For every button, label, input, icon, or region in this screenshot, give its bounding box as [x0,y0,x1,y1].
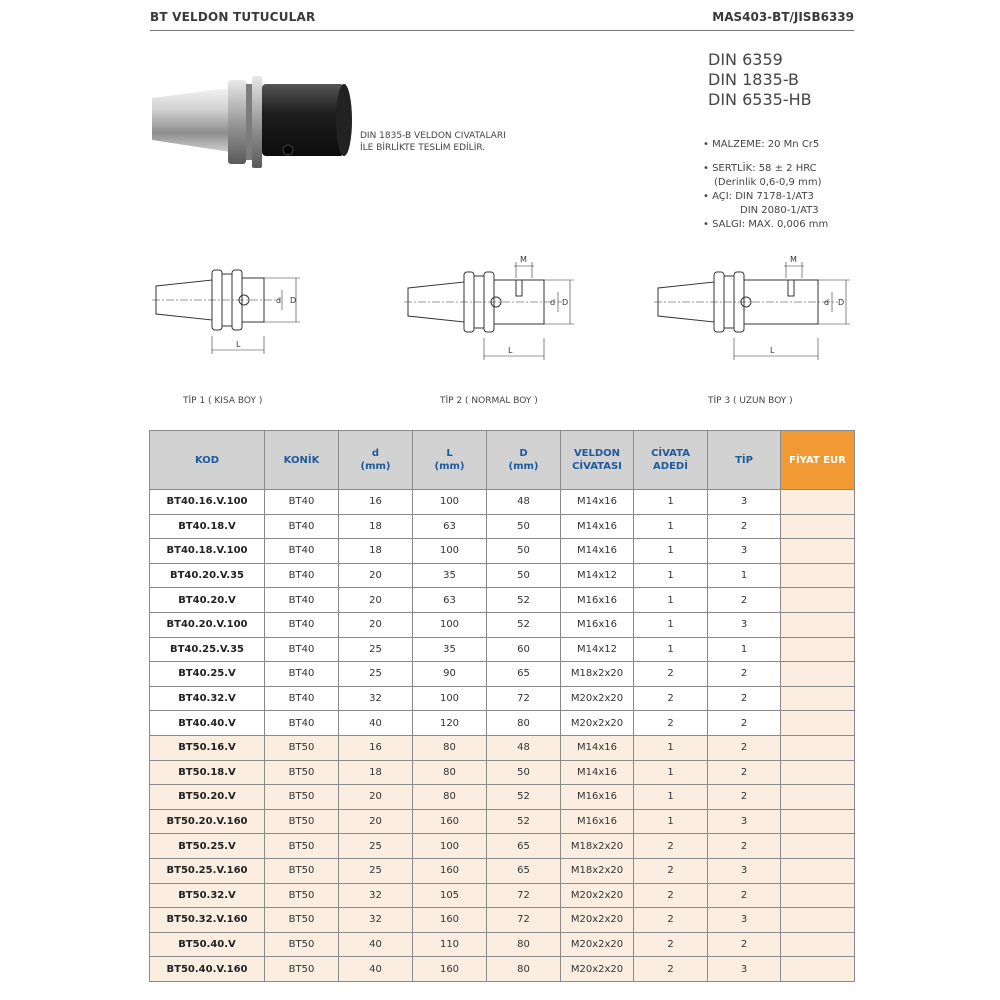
cell-kod: BT40.32.V [150,686,265,711]
cell-D: 65 [487,834,561,859]
cell-d: 20 [339,809,413,834]
cell-D: 52 [487,588,561,613]
cell-price [781,785,855,810]
table-row [150,785,855,810]
din-standards [708,50,812,110]
cell-kod: BT40.18.V.100 [150,539,265,564]
cell-D: 52 [487,785,561,810]
header-divider [150,30,854,31]
cell-konik: BT50 [265,908,339,933]
cell-konik: BT50 [265,834,339,859]
cell-tip: 2 [708,514,781,539]
cell-d: 18 [339,539,413,564]
cell-price [781,883,855,908]
dim-D-label: D [838,298,845,307]
cell-D: 65 [487,858,561,883]
cell-L: 100 [413,490,487,515]
cell-adet: 1 [634,637,708,662]
cell-konik: BT50 [265,957,339,982]
cell-tip: 2 [708,588,781,613]
spec-runout: • SALGI: MAX. 0,006 mm [703,219,829,230]
cell-veldon: M16x16 [561,588,634,613]
cell-kod: BT40.20.V [150,588,265,613]
delivery-note-line2: İLE BİRLİKTE TESLİM EDİLİR. [360,143,486,153]
cell-price [781,612,855,637]
spec-material: • MALZEME: 20 Mn Cr5 [703,139,820,150]
cell-adet: 1 [634,612,708,637]
cell-L: 80 [413,735,487,760]
cell-price [781,514,855,539]
cell-adet: 1 [634,735,708,760]
cell-d: 16 [339,490,413,515]
table-header-row [150,431,855,490]
tip1-label: TİP 1 ( KISA BOY ) [183,396,263,406]
col-kod: KOD [150,431,265,490]
cell-D: 65 [487,662,561,687]
table-row [150,809,855,834]
cell-d: 32 [339,686,413,711]
cell-kod: BT50.32.V.160 [150,908,265,933]
dim-L-label: L [508,346,513,355]
din-standard: DIN 6535-HB [708,90,812,109]
cell-L: 100 [413,834,487,859]
col-civata: CİVATA ADEDİ [634,431,708,490]
dim-d-label: d [550,298,556,307]
cell-tip: 2 [708,662,781,687]
cell-d: 40 [339,711,413,736]
drawing-tip3 [652,252,858,364]
cell-veldon: M14x12 [561,637,634,662]
cell-adet: 1 [634,490,708,515]
col-L: L (mm) [413,431,487,490]
cell-kod: BT40.18.V [150,514,265,539]
cell-D: 50 [487,760,561,785]
cell-price [781,735,855,760]
table-row [150,588,855,613]
table-row [150,908,855,933]
cell-D: 50 [487,539,561,564]
cell-tip: 2 [708,686,781,711]
product-table [149,430,855,982]
cell-kod: BT50.25.V [150,834,265,859]
cell-kod: BT50.18.V [150,760,265,785]
cell-D: 72 [487,883,561,908]
cell-konik: BT40 [265,490,339,515]
cell-konik: BT40 [265,539,339,564]
cell-L: 160 [413,908,487,933]
cell-L: 90 [413,662,487,687]
cell-konik: BT50 [265,883,339,908]
cell-d: 20 [339,563,413,588]
tip3-label: TİP 3 ( UZUN BOY ) [708,396,793,406]
din-standard: DIN 1835-B [708,70,799,89]
cell-L: 160 [413,809,487,834]
cell-veldon: M14x16 [561,735,634,760]
cell-adet: 2 [634,858,708,883]
tip2-label: TİP 2 ( NORMAL BOY ) [440,396,538,406]
cell-d: 18 [339,760,413,785]
table-row [150,514,855,539]
cell-kod: BT50.20.V.160 [150,809,265,834]
cell-adet: 1 [634,760,708,785]
cell-d: 25 [339,662,413,687]
cell-price [781,908,855,933]
cell-adet: 1 [634,588,708,613]
cell-kod: BT40.20.V.100 [150,612,265,637]
cell-d: 20 [339,785,413,810]
spec-depth: (Derinlik 0,6-0,9 mm) [714,177,822,188]
cell-konik: BT50 [265,735,339,760]
cell-d: 20 [339,588,413,613]
cell-kod: BT50.20.V [150,785,265,810]
cell-veldon: M18x2x20 [561,858,634,883]
dim-M-label: M [790,255,797,264]
cell-kod: BT40.16.V.100 [150,490,265,515]
table-row [150,957,855,982]
cell-d: 25 [339,834,413,859]
cell-d: 25 [339,637,413,662]
dim-d-label: d [824,298,830,307]
cell-tip: 3 [708,858,781,883]
din-standard: DIN 6359 [708,50,783,69]
cell-tip: 3 [708,908,781,933]
cell-D: 80 [487,711,561,736]
cell-veldon: M20x2x20 [561,711,634,736]
cell-adet: 2 [634,932,708,957]
table-row [150,612,855,637]
col-veldon: VELDON CİVATASI [561,431,634,490]
cell-d: 40 [339,932,413,957]
cell-adet: 2 [634,711,708,736]
cell-L: 160 [413,858,487,883]
cell-tip: 2 [708,785,781,810]
cell-kod: BT50.25.V.160 [150,858,265,883]
dim-D-label: D [562,298,569,307]
dim-L-label: L [236,340,241,349]
table-row [150,637,855,662]
cell-price [781,834,855,859]
cell-veldon: M16x16 [561,612,634,637]
cell-L: 100 [413,612,487,637]
cell-adet: 1 [634,514,708,539]
col-fiyat: FİYAT EUR [781,431,855,490]
cell-veldon: M14x16 [561,539,634,564]
cell-d: 40 [339,957,413,982]
cell-konik: BT50 [265,932,339,957]
cell-L: 100 [413,686,487,711]
cell-L: 80 [413,760,487,785]
table-row [150,834,855,859]
cell-tip: 3 [708,490,781,515]
cell-veldon: M20x2x20 [561,686,634,711]
drawing-tip1 [150,258,310,358]
cell-kod: BT40.25.V [150,662,265,687]
cell-tip: 2 [708,883,781,908]
cell-tip: 2 [708,735,781,760]
cell-adet: 2 [634,834,708,859]
col-d: d (mm) [339,431,413,490]
cell-tip: 2 [708,760,781,785]
cell-konik: BT40 [265,662,339,687]
cell-konik: BT40 [265,686,339,711]
cell-D: 60 [487,637,561,662]
dim-d-label: d [276,296,282,305]
dim-L-label: L [770,346,775,355]
col-D: D (mm) [487,431,561,490]
cell-d: 16 [339,735,413,760]
table-row [150,686,855,711]
cell-price [781,858,855,883]
cell-price [781,686,855,711]
cell-veldon: M16x16 [561,785,634,810]
cell-veldon: M20x2x20 [561,883,634,908]
table-row [150,735,855,760]
cell-D: 48 [487,490,561,515]
cell-konik: BT50 [265,858,339,883]
cell-price [781,760,855,785]
cell-veldon: M14x16 [561,760,634,785]
cell-D: 50 [487,563,561,588]
cell-L: 105 [413,883,487,908]
cell-konik: BT40 [265,711,339,736]
cell-konik: BT40 [265,514,339,539]
cell-veldon: M18x2x20 [561,834,634,859]
col-konik: KONİK [265,431,339,490]
table-row [150,760,855,785]
cell-konik: BT40 [265,612,339,637]
cell-L: 35 [413,563,487,588]
cell-L: 120 [413,711,487,736]
cell-konik: BT40 [265,563,339,588]
cell-price [781,490,855,515]
cell-veldon: M18x2x20 [561,662,634,687]
cell-veldon: M14x16 [561,514,634,539]
cell-L: 63 [413,588,487,613]
delivery-note-line1: DIN 1835-B VELDON CIVATALARI [360,131,506,141]
standard-code: MAS403-BT/JISB6339 [712,10,854,24]
cell-tip: 1 [708,637,781,662]
table-row [150,711,855,736]
cell-L: 100 [413,539,487,564]
cell-L: 35 [413,637,487,662]
cell-price [781,932,855,957]
cell-adet: 2 [634,957,708,982]
cell-veldon: M14x16 [561,490,634,515]
dim-M-label: M [520,255,527,264]
cell-adet: 1 [634,563,708,588]
drawing-tip2 [402,252,582,364]
table-row [150,539,855,564]
delivery-note [360,130,506,154]
cell-kod: BT50.40.V.160 [150,957,265,982]
cell-kod: BT50.32.V [150,883,265,908]
cell-tip: 3 [708,809,781,834]
cell-tip: 2 [708,932,781,957]
cell-tip: 2 [708,834,781,859]
cell-kod: BT40.40.V [150,711,265,736]
cell-tip: 1 [708,563,781,588]
table-row [150,662,855,687]
table-row [150,932,855,957]
cell-D: 52 [487,809,561,834]
cell-D: 50 [487,514,561,539]
cell-d: 32 [339,883,413,908]
cell-D: 48 [487,735,561,760]
cell-kod: BT50.16.V [150,735,265,760]
cell-adet: 1 [634,539,708,564]
cell-price [781,662,855,687]
cell-d: 18 [339,514,413,539]
cell-D: 52 [487,612,561,637]
page-title: BT VELDON TUTUCULAR [150,10,316,24]
table-row [150,858,855,883]
cell-price [781,637,855,662]
cell-tip: 2 [708,711,781,736]
cell-L: 80 [413,785,487,810]
cell-price [781,588,855,613]
spec-angle-2: DIN 2080-1/AT3 [740,205,819,216]
cell-D: 80 [487,932,561,957]
col-tip: TİP [708,431,781,490]
cell-price [781,711,855,736]
cell-adet: 1 [634,809,708,834]
cell-veldon: M14x12 [561,563,634,588]
dim-D-label: D [290,296,297,305]
cell-konik: BT50 [265,760,339,785]
cell-kod: BT50.40.V [150,932,265,957]
cell-adet: 2 [634,662,708,687]
cell-L: 63 [413,514,487,539]
spec-hardness: • SERTLİK: 58 ± 2 HRC [703,163,817,174]
cell-d: 25 [339,858,413,883]
cell-d: 20 [339,612,413,637]
cell-kod: BT40.25.V.35 [150,637,265,662]
cell-L: 160 [413,957,487,982]
table-row [150,563,855,588]
cell-D: 80 [487,957,561,982]
product-photo [148,70,358,180]
cell-konik: BT50 [265,809,339,834]
cell-adet: 2 [634,686,708,711]
cell-konik: BT50 [265,785,339,810]
cell-tip: 3 [708,957,781,982]
cell-D: 72 [487,686,561,711]
cell-price [781,563,855,588]
table-row [150,883,855,908]
cell-D: 72 [487,908,561,933]
spec-angle: • AÇI: DIN 7178-1/AT3 [703,191,814,202]
cell-kod: BT40.20.V.35 [150,563,265,588]
cell-price [781,539,855,564]
cell-veldon: M20x2x20 [561,908,634,933]
cell-veldon: M20x2x20 [561,957,634,982]
cell-price [781,957,855,982]
cell-konik: BT40 [265,637,339,662]
cell-adet: 2 [634,908,708,933]
cell-L: 110 [413,932,487,957]
cell-adet: 1 [634,785,708,810]
cell-konik: BT40 [265,588,339,613]
table-row [150,490,855,515]
cell-veldon: M16x16 [561,809,634,834]
spec-list [703,138,828,232]
cell-tip: 3 [708,612,781,637]
cell-tip: 3 [708,539,781,564]
cell-d: 32 [339,908,413,933]
cell-veldon: M20x2x20 [561,932,634,957]
cell-price [781,809,855,834]
cell-adet: 2 [634,883,708,908]
